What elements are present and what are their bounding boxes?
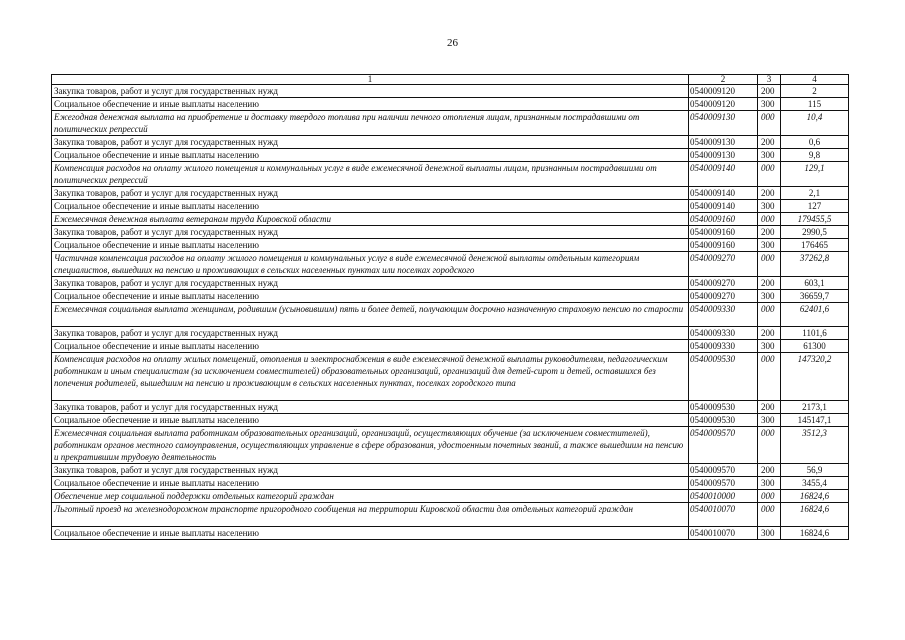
cell-amount: 145147,1	[781, 414, 849, 427]
cell-name: Социальное обеспечение и иные выплаты населению	[52, 340, 689, 353]
cell-type: 200	[758, 277, 781, 290]
cell-type: 200	[758, 187, 781, 200]
cell-type: 200	[758, 464, 781, 477]
table-row	[52, 490, 849, 503]
cell-amount: 147320,2	[781, 353, 849, 401]
cell-amount: 9,8	[781, 149, 849, 162]
cell-type: 300	[758, 340, 781, 353]
table-row	[52, 200, 849, 213]
cell-amount: 179455,5	[781, 213, 849, 226]
cell-type: 200	[758, 401, 781, 414]
cell-code: 0540009270	[689, 277, 758, 290]
budget-table	[51, 74, 849, 540]
cell-code: 0540010070	[689, 503, 758, 527]
table-row	[52, 427, 849, 464]
cell-type: 300	[758, 527, 781, 540]
cell-type: 000	[758, 303, 781, 327]
cell-name: Ежегодная денежная выплата на приобретение и доставку твердого топлива при наличии печного отопления лицам, признанным пострадавшими от политических репрессий	[52, 111, 689, 136]
cell-code: 0540009160	[689, 226, 758, 239]
cell-code: 0540009160	[689, 239, 758, 252]
table-row	[52, 162, 849, 187]
cell-amount: 10,4	[781, 111, 849, 136]
cell-code: 0540009120	[689, 85, 758, 98]
cell-amount: 2,1	[781, 187, 849, 200]
cell-amount: 3455,4	[781, 477, 849, 490]
cell-name: Социальное обеспечение и иные выплаты населению	[52, 149, 689, 162]
cell-amount: 2990,5	[781, 226, 849, 239]
cell-code: 0540009270	[689, 252, 758, 277]
cell-code: 0540009130	[689, 111, 758, 136]
cell-amount: 16824,6	[781, 490, 849, 503]
table-row	[52, 527, 849, 540]
cell-type: 000	[758, 162, 781, 187]
header-col-2: 2	[689, 75, 758, 85]
cell-amount: 56,9	[781, 464, 849, 477]
table-row	[52, 226, 849, 239]
cell-type: 200	[758, 85, 781, 98]
cell-amount: 36659,7	[781, 290, 849, 303]
table-row	[52, 136, 849, 149]
cell-name: Социальное обеспечение и иные выплаты населению	[52, 98, 689, 111]
cell-name: Социальное обеспечение и иные выплаты населению	[52, 477, 689, 490]
page-number: 26	[447, 37, 458, 49]
cell-amount: 3512,3	[781, 427, 849, 464]
cell-name: Закупка товаров, работ и услуг для государственных нужд	[52, 277, 689, 290]
cell-type: 000	[758, 111, 781, 136]
cell-amount: 0,6	[781, 136, 849, 149]
cell-code: 0540009130	[689, 136, 758, 149]
cell-amount: 16824,6	[781, 527, 849, 540]
table-row	[52, 239, 849, 252]
header-col-3: 3	[758, 75, 781, 85]
table-row	[52, 290, 849, 303]
cell-name: Закупка товаров, работ и услуг для государственных нужд	[52, 85, 689, 98]
header-col-1: 1	[52, 75, 689, 85]
cell-name: Закупка товаров, работ и услуг для государственных нужд	[52, 327, 689, 340]
cell-code: 0540009270	[689, 290, 758, 303]
table-row	[52, 187, 849, 200]
cell-code: 0540009330	[689, 327, 758, 340]
cell-code: 0540009570	[689, 477, 758, 490]
cell-code: 0540009330	[689, 340, 758, 353]
cell-code: 0540009530	[689, 353, 758, 401]
cell-name: Компенсация расходов на оплату жилого помещения и коммунальных услуг в виде ежемесячной денежной выплаты лицам, признанным пострадавшими от политических репрессий	[52, 162, 689, 187]
table-header-row	[52, 75, 849, 85]
cell-code: 0540009140	[689, 200, 758, 213]
cell-code: 0540009130	[689, 149, 758, 162]
cell-code: 0540009570	[689, 464, 758, 477]
table-row	[52, 401, 849, 414]
cell-code: 0540009160	[689, 213, 758, 226]
table-body	[52, 75, 849, 540]
cell-code: 0540009140	[689, 187, 758, 200]
cell-name: Льготный проезд на железнодорожном транспорте пригородного сообщения на территории Кировской области для отдельных категорий граждан	[52, 503, 689, 527]
cell-name: Частичная компенсация расходов на оплату жилого помещения и коммунальных услуг в виде ежемесячной денежной выплаты отдельным категориям специалистов, вышедших на пенсию и проживающих в сельских населенных пунктах или поселках городского	[52, 252, 689, 277]
cell-code: 0540009570	[689, 427, 758, 464]
cell-type: 200	[758, 327, 781, 340]
cell-code: 0540010000	[689, 490, 758, 503]
cell-amount: 16824,6	[781, 503, 849, 527]
table-row	[52, 327, 849, 340]
cell-amount: 2	[781, 85, 849, 98]
cell-name: Закупка товаров, работ и услуг для государственных нужд	[52, 226, 689, 239]
table-row	[52, 414, 849, 427]
cell-name: Обеспечение мер социальной поддержки отдельных категорий граждан	[52, 490, 689, 503]
cell-type: 300	[758, 200, 781, 213]
cell-type: 000	[758, 252, 781, 277]
cell-type: 000	[758, 427, 781, 464]
cell-name: Ежемесячная социальная выплата работникам образовательных организаций, организаций, осуществляющих обучение (за исключением совместителей), работникам органов местного самоуправления, осуществляющих управление в сфере образования, удостоенным почетных званий, а также вышедшим на пенсию и прекратившим трудовую деятельность	[52, 427, 689, 464]
cell-type: 200	[758, 226, 781, 239]
cell-amount: 61300	[781, 340, 849, 353]
cell-code: 0540010070	[689, 527, 758, 540]
cell-type: 200	[758, 136, 781, 149]
cell-name: Закупка товаров, работ и услуг для государственных нужд	[52, 464, 689, 477]
cell-code: 0540009120	[689, 98, 758, 111]
table-row	[52, 252, 849, 277]
cell-name: Социальное обеспечение и иные выплаты населению	[52, 290, 689, 303]
cell-name: Закупка товаров, работ и услуг для государственных нужд	[52, 136, 689, 149]
cell-amount: 115	[781, 98, 849, 111]
table-row	[52, 477, 849, 490]
cell-type: 300	[758, 149, 781, 162]
cell-amount: 127	[781, 200, 849, 213]
cell-name: Социальное обеспечение и иные выплаты населению	[52, 200, 689, 213]
cell-type: 000	[758, 213, 781, 226]
cell-amount: 2173,1	[781, 401, 849, 414]
cell-code: 0540009140	[689, 162, 758, 187]
cell-type: 300	[758, 414, 781, 427]
cell-type: 000	[758, 353, 781, 401]
table-row	[52, 340, 849, 353]
cell-type: 300	[758, 239, 781, 252]
table-row	[52, 464, 849, 477]
cell-amount: 176465	[781, 239, 849, 252]
cell-amount: 62401,6	[781, 303, 849, 327]
table-row	[52, 353, 849, 401]
table-row	[52, 213, 849, 226]
cell-amount: 1101,6	[781, 327, 849, 340]
cell-name: Ежемесячная социальная выплата женщинам, родившим (усыновившим) пять и более детей, получающим досрочно назначенную страховую пенсию по старости	[52, 303, 689, 327]
cell-type: 300	[758, 98, 781, 111]
cell-name: Закупка товаров, работ и услуг для государственных нужд	[52, 187, 689, 200]
cell-type: 000	[758, 503, 781, 527]
cell-name: Ежемесячная денежная выплата ветеранам труда Кировской области	[52, 213, 689, 226]
cell-name: Социальное обеспечение и иные выплаты населению	[52, 414, 689, 427]
cell-code: 0540009530	[689, 401, 758, 414]
table-row	[52, 111, 849, 136]
cell-name: Социальное обеспечение и иные выплаты населению	[52, 239, 689, 252]
table-row	[52, 98, 849, 111]
table-row	[52, 149, 849, 162]
cell-code: 0540009530	[689, 414, 758, 427]
cell-code: 0540009330	[689, 303, 758, 327]
cell-name: Закупка товаров, работ и услуг для государственных нужд	[52, 401, 689, 414]
cell-name: Компенсация расходов на оплату жилых помещений, отопления и электроснабжения в виде ежемесячной денежной выплаты руководителям, педагогическим работникам и иным специалистам (за исключением совместителей) образовательных организаций, организаций для детей-сирот и детей, оставшихся без попечения родителей, вышедшим на пенсию и проживающим в сельских населенных пунктах, поселках городского типа	[52, 353, 689, 401]
table-row	[52, 85, 849, 98]
cell-amount: 129,1	[781, 162, 849, 187]
cell-type: 000	[758, 490, 781, 503]
cell-name: Социальное обеспечение и иные выплаты населению	[52, 527, 689, 540]
cell-type: 300	[758, 290, 781, 303]
header-col-4: 4	[781, 75, 849, 85]
table-row	[52, 277, 849, 290]
table-row	[52, 503, 849, 527]
cell-amount: 603,1	[781, 277, 849, 290]
cell-amount: 37262,8	[781, 252, 849, 277]
cell-type: 300	[758, 477, 781, 490]
table-row	[52, 303, 849, 327]
